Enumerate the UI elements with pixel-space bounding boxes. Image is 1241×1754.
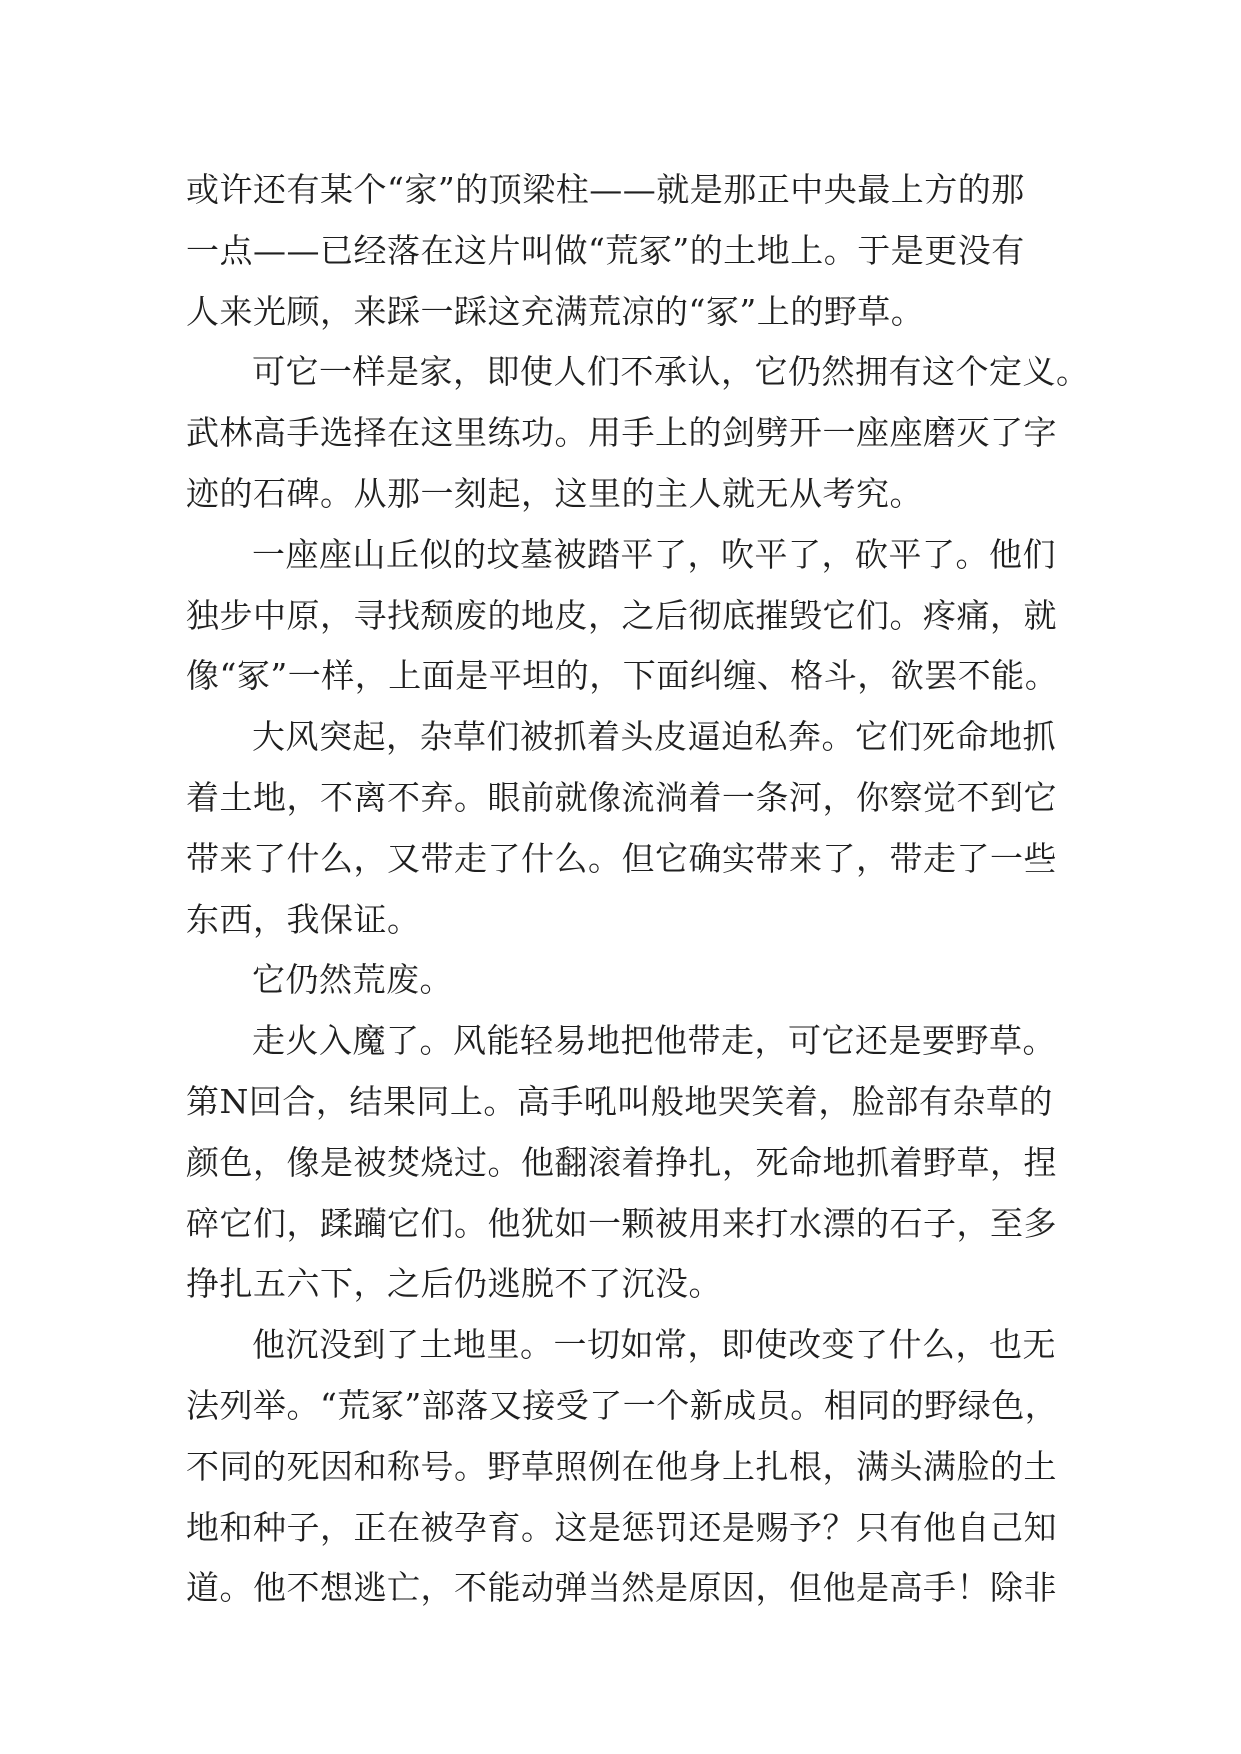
text-line-8: 独步中原，寻找颓废的地皮，之后彻底摧毁它们。疼痛，就	[186, 595, 1057, 635]
text-line-15: 走火入魔了。风能轻易地把他带走，可它还是要野草。	[252, 1021, 1056, 1061]
text-line-12: 带来了什么，又带走了什么。但它确实带来了，带走了一些	[186, 838, 1057, 878]
text-line-2: 一点——已经落在这片叫做“荒冢”的土地上。于是更没有	[186, 230, 1025, 270]
text-line-16: 第N回合，结果同上。高手吼叫般地哭笑着，脸部有杂草的	[186, 1081, 1053, 1121]
text-line-22: 不同的死因和称号。野草照例在他身上扎根，满头满脸的土	[186, 1446, 1057, 1486]
text-line-11: 着土地，不离不弃。眼前就像流淌着一条河，你察觉不到它	[186, 777, 1057, 817]
text-line-18: 碎它们，蹂躏它们。他犹如一颗被用来打水漂的石子，至多	[186, 1203, 1057, 1243]
text-line-6: 迹的石碑。从那一刻起，这里的主人就无从考究。	[186, 473, 923, 513]
text-line-17: 颜色，像是被焚烧过。他翻滚着挣扎，死命地抓着野草，捏	[186, 1142, 1057, 1182]
text-line-21: 法列举。“荒冢”部落又接受了一个新成员。相同的野绿色，	[186, 1385, 1059, 1425]
text-line-20: 他沉没到了土地里。一切如常，即使改变了什么，也无	[252, 1325, 1056, 1365]
text-line-5: 武林高手选择在这里练功。用手上的剑劈开一座座磨灭了字	[186, 413, 1057, 453]
text-line-13: 东西，我保证。	[186, 899, 421, 939]
text-line-3: 人来光顾，来踩一踩这充满荒凉的“冢”上的野草。	[186, 291, 925, 331]
text-line-24: 道。他不想逃亡，不能动弹当然是原因，但他是高手！除非	[186, 1568, 1057, 1608]
text-line-19: 挣扎五六下，之后仍逃脱不了沉没。	[186, 1264, 722, 1304]
text-line-14: 它仍然荒废。	[252, 960, 453, 1000]
text-line-1: 或许还有某个“家”的顶梁柱——就是那正中央最上方的那	[186, 170, 1025, 209]
text-line-4: 可它一样是家，即使人们不承认，它仍然拥有这个定义。	[252, 352, 1090, 392]
text-line-23: 地和种子，正在被孕育。这是惩罚还是赐予？只有他自己知	[186, 1507, 1057, 1547]
body-text	[186, 160, 1090, 1619]
text-line-10: 大风突起，杂草们被抓着头皮逼迫私奔。它们死命地抓	[252, 717, 1056, 757]
text-line-7: 一座座山丘似的坟墓被踏平了，吹平了，砍平了。他们	[252, 534, 1056, 574]
text-line-9: 像“冢”一样，上面是平坦的，下面纠缠、格斗，欲罢不能。	[186, 656, 1059, 696]
